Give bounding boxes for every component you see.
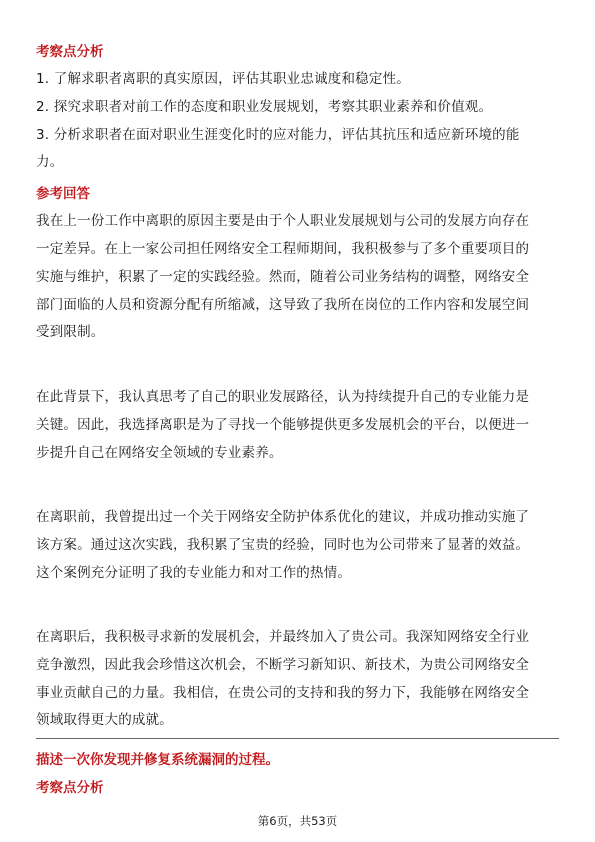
- answer-paragraph-line: 该方案。通过这次实践，我积累了宝贵的经验，同时也为公司带来了显著的效益。: [36, 537, 530, 553]
- answer-paragraph-line: 我在上一份工作中离职的原因主要是由于个人职业发展规划与公司的发展方向存在: [36, 213, 530, 229]
- answer-heading: 参考回答: [36, 186, 90, 202]
- answer-paragraph-line: 步提升自己在网络安全领域的专业素养。: [36, 445, 283, 461]
- next-analysis-heading: 考察点分析: [36, 780, 104, 796]
- next-question-title: 描述一次你发现并修复系统漏洞的过程。: [36, 752, 279, 768]
- page-number: 第6页，共53页: [257, 814, 338, 828]
- answer-paragraph-line: 受到限制。: [36, 324, 105, 340]
- analysis-item: 2. 探究求职者对前工作的态度和职业发展规划，考察其职业素养和价值观。: [36, 99, 493, 115]
- answer-paragraph-line: 部门面临的人员和资源分配有所缩减，这导致了我所在岗位的工作内容和发展空间: [36, 297, 530, 313]
- answer-paragraph-line: 实施与维护，积累了一定的实践经验。然而，随着公司业务结构的调整，网络安全: [36, 269, 530, 285]
- answer-paragraph-line: 在此背景下，我认真思考了自己的职业发展路径，认为持续提升自己的专业能力是: [36, 389, 530, 405]
- answer-paragraph-line: 在离职前，我曾提出过一个关于网络安全防护体系优化的建议，并成功推动实施了: [36, 509, 530, 525]
- analysis-item: 3. 分析求职者在面对职业生涯变化时的应对能力，评估其抗压和适应新环境的能: [36, 127, 520, 143]
- answer-paragraph-line: 这个案例充分证明了我的专业能力和对工作的热情。: [36, 565, 352, 581]
- answer-paragraph-line: 领域取得更大的成就。: [36, 712, 173, 728]
- answer-paragraph-line: 竞争激烈，因此我会珍惜这次机会，不断学习新知识、新技术，为贵公司网络安全: [36, 657, 530, 673]
- answer-paragraph-line: 一定差异。在上一家公司担任网络安全工程师期间，我积极参与了多个重要项目的: [36, 241, 530, 257]
- analysis-item: 力。: [36, 154, 64, 170]
- section-divider: [36, 738, 559, 739]
- analysis-heading: 考察点分析: [36, 44, 104, 60]
- answer-paragraph-line: 关键。因此，我选择离职是为了寻找一个能够提供更多发展机会的平台，以便进一: [36, 417, 530, 433]
- answer-paragraph-line: 在离职后，我积极寻求新的发展机会，并最终加入了贵公司。我深知网络安全行业: [36, 629, 530, 645]
- analysis-item: 1. 了解求职者离职的真实原因，评估其职业忠诚度和稳定性。: [36, 71, 410, 87]
- answer-paragraph-line: 事业贡献自己的力量。我相信，在贵公司的支持和我的努力下，我能够在网络安全: [36, 685, 530, 701]
